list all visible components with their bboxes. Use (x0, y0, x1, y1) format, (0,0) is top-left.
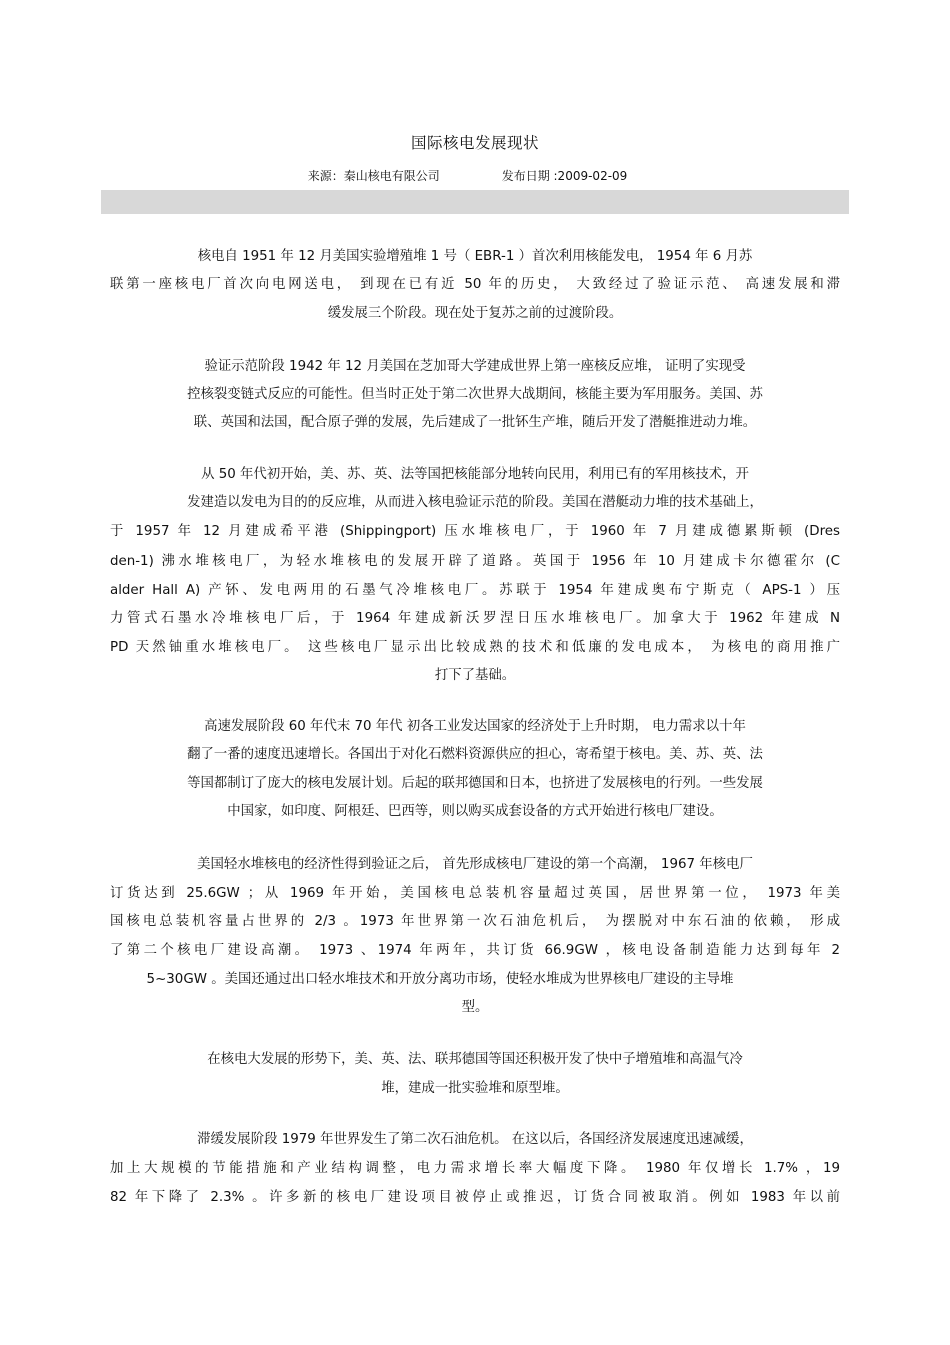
paragraph-3-line-7: PD 天然铀重水堆核电厂。 这些核电厂显示出比较成熟的技术和低廉的发电成本， 为核电的商用推广 (110, 640, 840, 655)
paragraph-1-line-2: 联第一座核电厂首次向电网送电， 到现在已有近 50 年的历史， 大致经过了验证示范、 高速发展和滞 (110, 277, 840, 292)
paragraph-3-line-4: den-1) 沸水堆核电厂，为轻水堆核电的发展开辟了道路。英国于 1956 年 10 月建成卡尔德霍尔 (C (110, 554, 840, 569)
paragraph-2-line-2: 控核裂变链式反应的可能性。但当时正处于第二次世界大战期间，核能主要为军用服务。美国、苏 (187, 387, 763, 402)
paragraph-7-line-2: 加上大规模的节能措施和产业结构调整，电力需求增长率大幅度下降。 1980 年仅增长 1.7% ，19 (110, 1161, 840, 1176)
paragraph-5-line-6: 型。 (461, 1000, 489, 1015)
paragraph-3-line-5: alder Hall A) 产钚、发电两用的石墨气冷堆核电厂。苏联于 1954 年建成奥布宁斯克（ APS-1 ）压 (110, 583, 840, 598)
paragraph-3-line-2: 发建造以发电为目的的反应堆，从而进入核电验证示范的阶段。美国在潜艇动力堆的技术基础上， (187, 495, 763, 510)
paragraph-5-line-1: 美国轻水堆核电的经济性得到验证之后， 首先形成核电厂建设的第一个高潮， 1967 年核电厂 (197, 857, 753, 872)
page-title: 国际核电发展现状 (410, 134, 539, 152)
paragraph-3-line-1: 从 50 年代初开始，美、苏、英、法等国把核能部分地转向民用，利用已有的军用核技术，开 (201, 467, 749, 482)
paragraph-7-line-1: 滞缓发展阶段 1979 年世界发生了第二次石油危机。 在这以后，各国经济发展速度迅速减缓， (197, 1132, 753, 1147)
paragraph-3-line-8: 打下了基础。 (434, 668, 516, 683)
paragraph-4-line-1: 高速发展阶段 60 年代末 70 年代 初各工业发达国家的经济处于上升时期， 电力需求以十年 (204, 719, 746, 734)
paragraph-4-line-4: 中国家，如印度、阿根廷、巴西等，则以购买成套设备的方式开始进行核电厂建设。 (227, 804, 723, 819)
article-source: 来源：秦山核电有限公司 (307, 169, 440, 183)
paragraph-6-line-2: 堆，建成一批实验堆和原型堆。 (381, 1081, 569, 1096)
paragraph-4-line-3: 等国都制订了庞大的核电发展计划。后起的联邦德国和日本，也挤进了发展核电的行列。一些发展 (187, 776, 763, 791)
paragraph-2-line-1: 验证示范阶段 1942 年 12 月美国在芝加哥大学建成世界上第一座核反应堆， 证明了实现受 (204, 359, 746, 374)
paragraph-2-line-3: 联、英国和法国，配合原子弹的发展，先后建成了一批钚生产堆，随后开发了潜艇推进动力堆。 (193, 415, 757, 430)
article-date: 发布日期 :2009-02-09 (501, 169, 628, 183)
paragraph-5-line-5: 5~30GW 。美国还通过出口轻水堆技术和开放分离功市场，使轻水堆成为世界核电厂建设的主导堆 (146, 972, 734, 987)
paragraph-1-line-1: 核电自 1951 年 12 月美国实验增殖堆 1 号（ EBR-1 ）首次利用核能发电， 1954 年 6 月苏 (197, 249, 753, 264)
paragraph-3-line-6: 力管式石墨水冷堆核电厂后，于 1964 年建成新沃罗涅日压水堆核电厂。加拿大于 1962 年建成 N (110, 611, 840, 626)
paragraph-5-line-3: 国核电总装机容量占世界的 2/3 。1973 年世界第一次石油危机后， 为摆脱对中东石油的依赖， 形成 (110, 914, 840, 929)
paragraph-1-line-3: 缓发展三个阶段。现在处于复苏之前的过渡阶段。 (327, 306, 623, 321)
paragraph-7-line-3: 82 年下降了 2.3% 。许多新的核电厂建设项目被停止或推迟，订货合同被取消。例如 1983 年以前 (110, 1190, 840, 1205)
article-meta (0, 167, 935, 184)
paragraph-5-line-2: 订货达到 25.6GW ；从 1969 年开始，美国核电总装机容量超过英国，居世界第一位， 1973 年美 (110, 886, 840, 901)
paragraph-6-line-1: 在核电大发展的形势下，美、英、法、联邦德国等国还积极开发了快中子增殖堆和高温气冷 (207, 1052, 743, 1067)
paragraph-3-line-3: 于 1957 年 12 月建成希平港 (Shippingport) 压水堆核电厂，于 1960 年 7 月建成德累斯顿 (Dres (110, 524, 840, 539)
paragraph-4-line-2: 翻了一番的速度迅速增长。各国出于对化石燃料资源供应的担心，寄希望于核电。美、苏、英、法 (187, 747, 763, 762)
paragraph-5-line-4: 了第二个核电厂建设高潮。 1973 、1974 年两年，共订货 66.9GW ，核电设备制造能力达到每年 2 (110, 943, 840, 958)
header-divider-bar (101, 190, 849, 214)
